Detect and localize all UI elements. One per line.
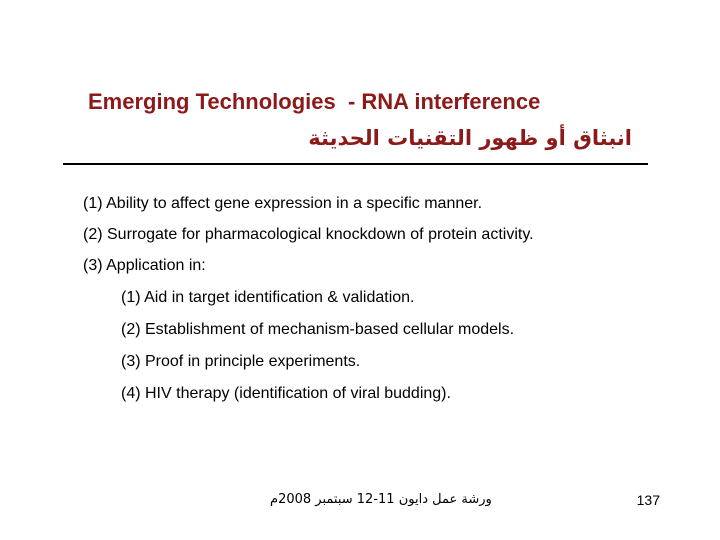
sub-bullet-point: (3) Proof in principle experiments. [121, 353, 361, 370]
sub-bullet-point: (1) Aid in target identification & validation. [121, 289, 415, 306]
slide-subtitle-arabic: انبثاق أو ظهور التقنيات الحديثة [308, 126, 632, 150]
bullet-point: (2) Surrogate for pharmacological knockdown of protein activity. [83, 226, 534, 243]
bullet-point: (3) Application in: [83, 257, 206, 274]
sub-bullet-point: (2) Establishment of mechanism-based cellular models. [121, 321, 515, 338]
footer-workshop-text: ورشة عمل دايون 11-12 سبتمبر 2008م [270, 492, 492, 507]
page-number: 137 [636, 492, 660, 508]
slide-title: Emerging Technologies - RNA interference [88, 89, 541, 114]
bullet-point: (1) Ability to affect gene expression in a specific manner. [83, 195, 483, 212]
sub-bullet-point: (4) HIV therapy (identification of viral budding). [121, 385, 451, 402]
title-divider [63, 163, 648, 165]
